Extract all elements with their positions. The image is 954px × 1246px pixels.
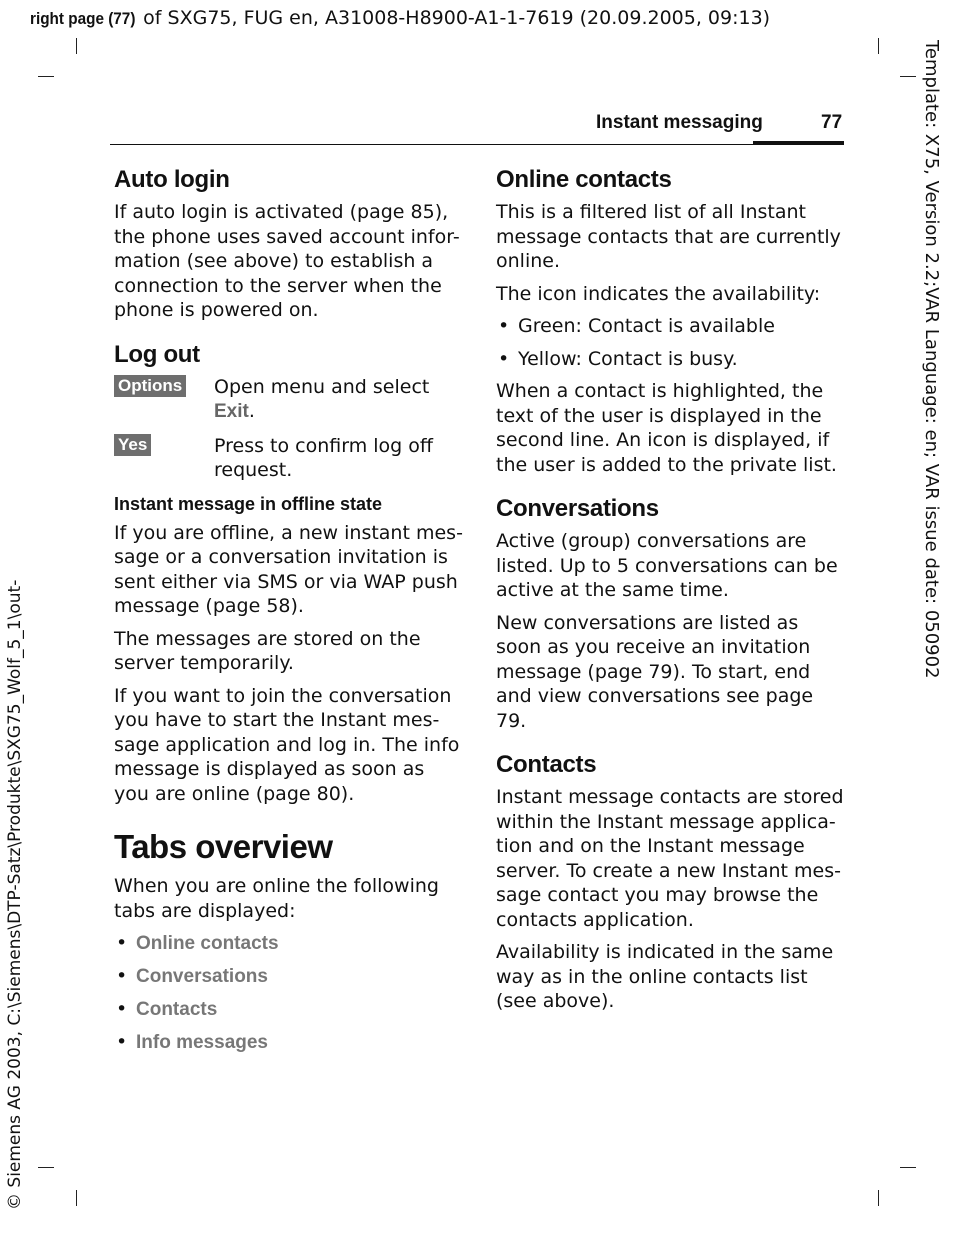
slug-rest: of SXG75, FUG en, A31008-H8900-A1-1-7619 (20.09.2005, 09:13) xyxy=(137,7,771,29)
header-rule-accent xyxy=(753,141,844,144)
crop-mark xyxy=(76,1190,77,1206)
bullet-green: Green: Contact is available xyxy=(518,315,775,337)
heading-conversations: Conversations xyxy=(496,495,659,522)
online-contacts-paragraph: This is a filtered list of all Instant message contacts that are currently online. xyxy=(496,201,841,272)
template-info: Template: X75, Version 2.2;VAR Language: en; VAR issue date: 050902 xyxy=(921,40,942,679)
heading-offline: Instant message in offline state xyxy=(114,493,383,514)
offline-paragraph: If you want to join the conversation you have to start the Instant mes-sage application and log in. The info message is displayed as soon as you are online (page 80). xyxy=(114,684,460,805)
heading-log-out: Log out xyxy=(114,340,200,368)
list-item: • Yellow: Contact is busy. xyxy=(498,347,738,370)
print-slug xyxy=(30,7,770,29)
running-header: Instant messaging xyxy=(596,112,763,133)
section-tabs-overview xyxy=(114,828,464,1056)
offline-paragraph: If you are offline, a new instant mes-sage or a conversation invitation is sent either via SMS or via WAP push message (page 58). xyxy=(114,521,463,617)
options-softkey[interactable]: Options xyxy=(114,375,186,397)
tabs-intro: When you are online the following tabs are displayed: xyxy=(114,875,439,922)
key-text-end: . xyxy=(248,400,255,422)
section-online-contacts xyxy=(496,166,846,477)
section-log-out xyxy=(114,341,464,483)
list-item: • Contacts xyxy=(116,998,218,1020)
key-row-yes xyxy=(114,434,464,483)
crop-mark xyxy=(900,76,916,77)
list-item: • Conversations xyxy=(116,965,268,987)
online-contacts-paragraph: When a contact is highlighted, the text of the user is displayed in the second line. An icon is displayed, if the user is added to the private list. xyxy=(496,380,837,476)
key-text: Open menu and select xyxy=(214,375,430,398)
auto-login-text: If auto login is activated (page 85), the phone uses saved account infor-mation (see above) to establish a connection to the server when the phone is powered on. xyxy=(114,201,460,321)
list-item: • Info messages xyxy=(116,1031,268,1053)
tab-info-messages: Info messages xyxy=(136,1032,268,1053)
contacts-paragraph: Availability is indicated in the same way as in the online contacts list (see above). xyxy=(496,941,834,1012)
tabs-list xyxy=(114,931,464,1056)
page-number: 77 xyxy=(821,112,843,133)
key-description xyxy=(214,375,464,425)
copyright-path: © Siemens AG 2003, C:\Siemens\DTP-Satz\Produkte\SXG75_Wolf_5_1\out- xyxy=(5,579,25,1210)
list-item: • Green: Contact is available xyxy=(498,315,775,337)
conversations-paragraph: Active (group) conversations are listed. Up to 5 conversations can be active at the same time. xyxy=(496,530,838,601)
bullet-yellow: Yellow: Contact is busy. xyxy=(518,347,738,370)
offline-paragraph: The messages are stored on the server temporarily. xyxy=(114,627,421,674)
crop-mark xyxy=(878,38,879,54)
section-conversations xyxy=(496,495,846,733)
left-column xyxy=(114,166,464,1064)
crop-mark xyxy=(38,76,54,77)
menu-item-exit: Exit xyxy=(214,401,249,422)
heading-contacts: Contacts xyxy=(496,751,597,778)
yes-softkey[interactable]: Yes xyxy=(114,434,151,456)
crop-mark xyxy=(76,38,77,54)
crop-mark xyxy=(878,1190,879,1206)
key-description: Press to confirm log off request. xyxy=(214,434,433,481)
online-contacts-paragraph: The icon indicates the availability: xyxy=(496,282,821,305)
tab-online-contacts: Online contacts xyxy=(136,933,279,954)
heading-tabs-overview: Tabs overview xyxy=(114,828,333,865)
crop-mark xyxy=(38,1167,54,1168)
contacts-paragraph: Instant message contacts are stored within the Instant message applica-tion and on the Instant message server. To create a new Instant mes-sage contact you may browse the contacts application. xyxy=(496,786,844,931)
tab-contacts: Contacts xyxy=(136,999,218,1020)
availability-list xyxy=(496,314,846,371)
right-column xyxy=(496,166,846,1032)
list-item: • Online contacts xyxy=(116,932,279,954)
slug-bold: right page (77) xyxy=(30,9,136,28)
conversations-paragraph: New conversations are listed as soon as you receive an invitation message (page 79). To start, end and view conversations see page 79. xyxy=(496,611,814,732)
key-row-options xyxy=(114,375,464,425)
section-auto-login xyxy=(114,166,464,323)
heading-online-contacts: Online contacts xyxy=(496,166,672,193)
crop-mark xyxy=(900,1167,916,1168)
heading-auto-login: Auto login xyxy=(114,166,230,193)
section-offline xyxy=(114,493,464,807)
section-contacts xyxy=(496,751,846,1014)
header-rule xyxy=(110,144,844,145)
tab-conversations: Conversations xyxy=(136,966,268,987)
